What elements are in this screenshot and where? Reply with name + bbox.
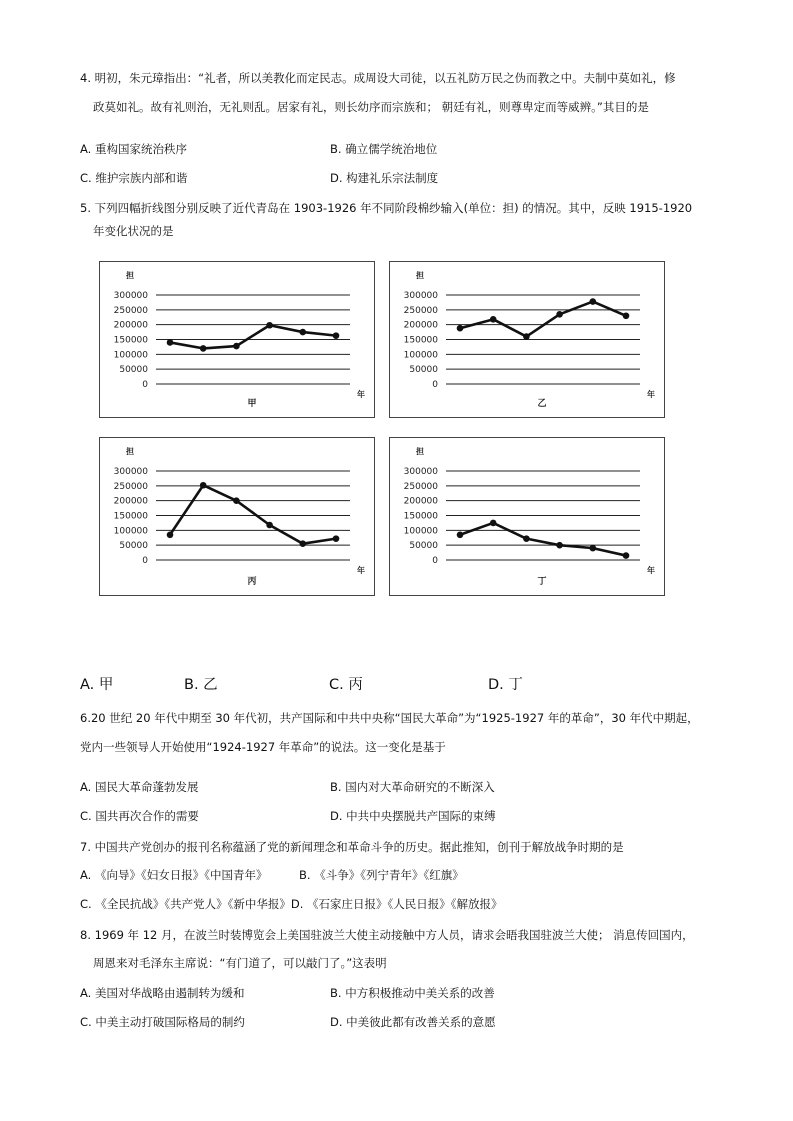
data-point bbox=[590, 545, 597, 552]
data-point bbox=[623, 312, 630, 319]
series-line bbox=[170, 485, 336, 543]
q4-stem-line2: 政莫如礼。故有礼则治，无礼则乱。居家有礼，则长幼序而宗族和； 朝廷有礼，则尊卑定而等威辨。”其目的是 bbox=[93, 100, 649, 114]
chart-jia bbox=[99, 261, 375, 418]
y-tick-label: 250000 bbox=[403, 305, 438, 316]
data-point bbox=[167, 339, 174, 346]
y-tick-label: 150000 bbox=[403, 511, 438, 522]
q6-option-c[interactable]: C. 国共再次合作的需要 bbox=[80, 809, 199, 823]
data-point bbox=[556, 311, 563, 318]
y-tick-label: 300000 bbox=[403, 291, 438, 301]
data-point bbox=[523, 333, 530, 340]
data-point bbox=[590, 298, 597, 305]
y-tick-label: 150000 bbox=[113, 511, 148, 522]
y-tick-label: 300000 bbox=[113, 291, 148, 301]
y-tick-label: 200000 bbox=[403, 320, 438, 331]
q8-option-a[interactable]: A. 美国对华战略由遏制转为缓和 bbox=[80, 986, 245, 1000]
q6-option-a[interactable]: A. 国民大革命蓬勃发展 bbox=[80, 780, 199, 794]
y-tick-label: 0 bbox=[142, 556, 148, 566]
chart-bing-svg bbox=[100, 438, 374, 595]
y-tick-label: 50000 bbox=[409, 365, 438, 376]
y-axis-label: 担 bbox=[126, 447, 134, 456]
y-tick-label: 150000 bbox=[403, 335, 438, 346]
q7-option-b[interactable]: B. 《斗争》《列宁青年》《红旗》 bbox=[299, 868, 464, 882]
y-tick-label: 250000 bbox=[113, 481, 148, 492]
y-tick-label: 100000 bbox=[113, 526, 148, 537]
q4-option-b[interactable]: B. 确立儒学统治地位 bbox=[330, 142, 438, 156]
data-point bbox=[167, 531, 174, 538]
q6-option-b[interactable]: B. 国内对大革命研究的不断深入 bbox=[330, 780, 495, 794]
q8-stem-line1: 8. 1969 年 12 月，在波兰时装博览会上美国驻波兰大使主动接触中方人员，请求会晤我国驻波兰大使； 消息传回国内， bbox=[80, 928, 694, 942]
q6-option-d[interactable]: D. 中共中央摆脱共产国际的束缚 bbox=[330, 809, 496, 823]
chart-jia-svg bbox=[100, 262, 374, 417]
data-point bbox=[233, 343, 240, 350]
y-tick-label: 0 bbox=[142, 380, 148, 390]
data-point bbox=[266, 322, 273, 329]
q8-option-d[interactable]: D. 中美彼此都有改善关系的意愿 bbox=[330, 1015, 496, 1029]
y-tick-label: 300000 bbox=[113, 467, 148, 477]
data-point bbox=[523, 535, 530, 542]
y-tick-label: 100000 bbox=[403, 350, 438, 361]
series-line bbox=[460, 302, 626, 337]
chart-title: 丙 bbox=[247, 577, 257, 587]
q5-option-b[interactable]: B. 乙 bbox=[184, 677, 218, 693]
series-line bbox=[460, 523, 626, 556]
data-point bbox=[556, 542, 563, 549]
data-point bbox=[233, 497, 240, 504]
chart-bing bbox=[99, 437, 375, 596]
q4-option-c[interactable]: C. 维护宗族内部和谐 bbox=[80, 171, 188, 185]
x-axis-label: 年 bbox=[647, 390, 655, 399]
chart-yi bbox=[389, 261, 665, 418]
data-point bbox=[490, 520, 497, 527]
data-point bbox=[200, 482, 207, 489]
chart-title: 甲 bbox=[247, 399, 257, 409]
y-axis-label: 担 bbox=[126, 271, 134, 280]
y-axis-label: 担 bbox=[416, 447, 424, 456]
chart-title: 丁 bbox=[537, 577, 547, 587]
x-axis-label: 年 bbox=[357, 390, 365, 399]
series-line bbox=[170, 325, 336, 348]
q6-stem-line1: 6.20 世纪 20 年代中期至 30 年代初，共产国际和中共中央称“国民大革命”为“1925-1927 年的革命”，30 年代中期起， bbox=[80, 711, 699, 725]
q6-stem-line2: 党内一些领导人开始使用“1924-1927 年革命”的说法。这一变化是基于 bbox=[80, 740, 446, 754]
q5-option-a[interactable]: A. 甲 bbox=[80, 677, 114, 693]
y-tick-label: 250000 bbox=[113, 305, 148, 316]
chart-ding-svg bbox=[390, 438, 664, 595]
y-tick-label: 0 bbox=[432, 380, 438, 390]
data-point bbox=[457, 325, 464, 332]
q5-stem-line1: 5. 下列四幅折线图分别反映了近代青岛在 1903-1926 年不同阶段棉纱输入(单位：担) 的情况。其中，反映 1915-1920 bbox=[80, 201, 693, 215]
q7-option-a[interactable]: A. 《向导》《妇女日报》《中国青年》 bbox=[80, 868, 268, 882]
y-tick-label: 50000 bbox=[409, 541, 438, 552]
q4-option-d[interactable]: D. 构建礼乐宗法制度 bbox=[330, 171, 439, 185]
q8-option-b[interactable]: B. 中方积极推动中美关系的改善 bbox=[330, 986, 495, 1000]
x-axis-label: 年 bbox=[357, 566, 365, 575]
q5-option-c[interactable]: C. 丙 bbox=[329, 677, 363, 693]
y-tick-label: 300000 bbox=[403, 467, 438, 477]
q7-option-c-d[interactable]: C. 《全民抗战》《共产党人》《新中华报》D. 《石家庄日报》《人民日报》《解放报》 bbox=[80, 897, 503, 911]
q8-stem-line2: 周恩来对毛泽东主席说：“有门道了，可以敲门了。”这表明 bbox=[93, 956, 387, 970]
y-tick-label: 200000 bbox=[113, 496, 148, 507]
y-tick-label: 0 bbox=[432, 556, 438, 566]
data-point bbox=[200, 345, 207, 352]
data-point bbox=[300, 329, 307, 336]
y-tick-label: 150000 bbox=[113, 335, 148, 346]
y-tick-label: 200000 bbox=[403, 496, 438, 507]
y-axis-label: 担 bbox=[416, 271, 424, 280]
data-point bbox=[266, 522, 273, 529]
y-tick-label: 200000 bbox=[113, 320, 148, 331]
q7-stem-line1: 7. 中国共产党创办的报刊名称蕴涵了党的新闻理念和革命斗争的历史。据此推知，创刊于解放战争时期的是 bbox=[80, 840, 624, 854]
data-point bbox=[457, 531, 464, 538]
q8-option-c[interactable]: C. 中美主动打破国际格局的制约 bbox=[80, 1015, 245, 1029]
x-axis-label: 年 bbox=[647, 566, 655, 575]
data-point bbox=[490, 316, 497, 323]
y-tick-label: 250000 bbox=[403, 481, 438, 492]
chart-title: 乙 bbox=[537, 399, 547, 409]
chart-ding bbox=[389, 437, 665, 596]
data-point bbox=[623, 552, 630, 559]
q5-option-d[interactable]: D. 丁 bbox=[488, 677, 523, 693]
q5-stem-line2: 年变化状况的是 bbox=[93, 224, 174, 238]
y-tick-label: 50000 bbox=[119, 365, 148, 376]
data-point bbox=[300, 540, 307, 547]
q4-option-a[interactable]: A. 重构国家统治秩序 bbox=[80, 142, 187, 156]
y-tick-label: 100000 bbox=[113, 350, 148, 361]
data-point bbox=[333, 332, 340, 339]
q4-stem-line1: 4. 明初，朱元璋指出：“礼者，所以美教化而定民志。成周设大司徒，以五礼防万民之伪而教之中。夫制中莫如礼，修 bbox=[80, 71, 676, 85]
data-point bbox=[333, 535, 340, 542]
y-tick-label: 100000 bbox=[403, 526, 438, 537]
chart-yi-svg bbox=[390, 262, 664, 417]
y-tick-label: 50000 bbox=[119, 541, 148, 552]
